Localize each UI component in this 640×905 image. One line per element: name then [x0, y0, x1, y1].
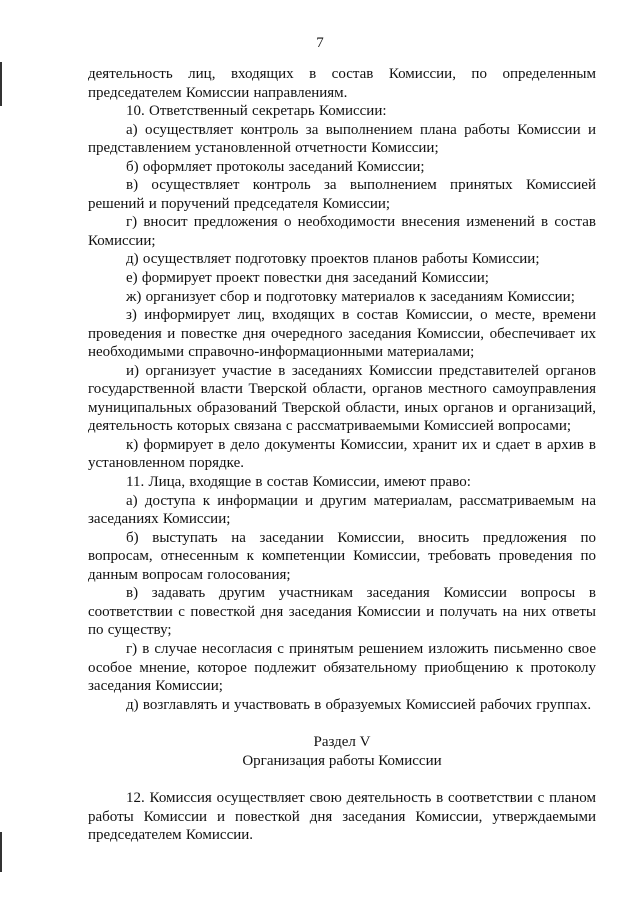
paragraph-10z: з) информирует лиц, входящих в состав Комиссии, о месте, времени проведения и повестке дня очередного заседания Комиссии, обеспечивает их необходимыми справочно-информационными материалами;: [88, 307, 596, 361]
paragraph-10zh: ж) организует сбор и подготовку материалов к заседаниям Комиссии;: [126, 288, 575, 305]
paragraph-10b: б) оформляет протоколы заседаний Комиссии;: [126, 158, 425, 175]
paragraph-10a: а) осуществляет контроль за выполнением плана работы Комиссии и представлением установленной отчетности Комиссии;: [88, 121, 596, 157]
paragraph-11a: а) доступа к информации и другим материалам, рассматриваемым на заседаниях Комиссии;: [88, 492, 596, 528]
page-number: 7: [316, 35, 324, 51]
section-spacer: [88, 770, 596, 789]
section-label: Раздел V: [313, 734, 371, 751]
paragraph-10i: и) организует участие в заседаниях Комиссии представителей органов государственной власти Тверской области, органов местного самоуправления муниципальных образований Тверской области, иных органов и организаций, деятельность которых связана с рассматриваемыми Комиссией вопросами;: [88, 362, 596, 435]
scan-edge-mark-top: [0, 62, 2, 106]
section-title: Организация работы Комиссии: [242, 752, 442, 769]
paragraph-10v: в) осуществляет контроль за выполнением принятых Комиссией решений и поручений председателя Комиссии;: [88, 177, 596, 212]
paragraph-item-12: 12. Комиссия осуществляет свою деятельность в соответствии с планом работы Комиссии и повесткой дня заседания Комиссии, утверждаемыми председателем Комиссии.: [88, 790, 596, 844]
paragraph-continuation: деятельность лиц, входящих в состав Комиссии, по определенным председателем Комиссии направлениям.: [88, 66, 596, 101]
document-body: [88, 65, 596, 845]
paragraph-10k: к) формирует в дело документы Комиссии, хранит их и сдает в архив в установленном порядке.: [88, 436, 596, 472]
paragraph-10g: г) вносит предложения о необходимости внесения изменений в состав Комиссии;: [88, 214, 596, 249]
scan-edge-mark-bottom: [0, 832, 2, 872]
paragraph-10d: д) осуществляет подготовку проектов планов работы Комиссии;: [126, 251, 540, 268]
paragraph-11v: в) задавать другим участникам заседания Комиссии вопросы в соответствии с повесткой дня заседания Комиссии и получать на них ответы по существу;: [88, 585, 596, 639]
paragraph-11g: г) в случае несогласия с принятым решением изложить письменно свое особое мнение, которое подлежит обязательному приобщению к протоколу заседания Комиссии;: [88, 640, 596, 695]
paragraph-item-11: 11. Лица, входящие в состав Комиссии, имеют право:: [126, 474, 471, 491]
paragraph-10e: е) формирует проект повестки дня заседаний Комиссии;: [126, 270, 489, 287]
paragraph-11b: б) выступать на заседании Комиссии, вносить предложения по вопросам, отнесенным к компетенции Комиссии, требовать проведения по данным вопросам голосования;: [88, 529, 596, 583]
paragraph-11d: д) возглавлять и участвовать в образуемых Комиссией рабочих группах.: [126, 696, 592, 713]
paragraph-item-10: 10. Ответственный секретарь Комиссии:: [126, 103, 387, 120]
